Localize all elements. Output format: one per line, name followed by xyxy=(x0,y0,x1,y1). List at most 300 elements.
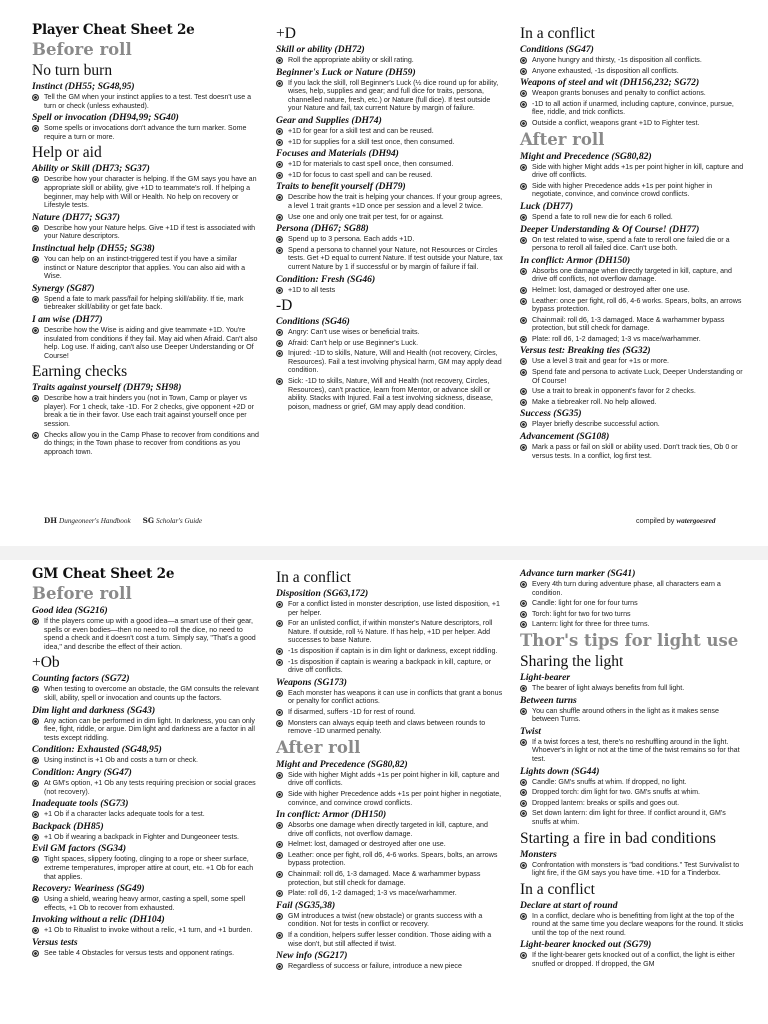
item-text: Anyone hungry and thirsty, -1s disposition all conflicts. xyxy=(532,56,702,64)
bullet-icon xyxy=(276,841,283,848)
bullet-icon xyxy=(276,329,283,336)
bullet-icon xyxy=(520,581,527,588)
list-item xyxy=(32,617,260,651)
item-text: If the players come up with a good idea—a smart use of their gear, spells or even bodies—then no need to roll the dice, no need to spend a check and it doesn't cost a turn. Simply say, "That's a good idea," and describe the effect of their action. xyxy=(44,617,256,651)
item-text: For an unlisted conflict, if within monster's Nature descriptors, roll Nature. If outside, roll ½ Nature. If has help, +1D per helper. Add successes to base Nature. xyxy=(288,619,493,645)
subsection-heading: In a conflict xyxy=(276,569,351,586)
item-text: Side with higher Might adds +1s per point higher in kill, capture and drive off conflicts. xyxy=(532,162,744,180)
bullet-icon xyxy=(32,94,39,101)
rule-heading: Traits to benefit yourself (DH79) xyxy=(276,181,406,193)
bullet-icon xyxy=(520,913,527,920)
section-heading: Before roll xyxy=(32,40,132,59)
item-text: Helmet: lost, damaged or destroyed after one use. xyxy=(532,285,690,294)
section-heading: Thor's tips for light use xyxy=(520,630,739,650)
bullet-list xyxy=(32,756,260,765)
bullet-list xyxy=(276,600,504,675)
bullet-icon xyxy=(520,68,527,75)
column-2 xyxy=(276,566,504,973)
rule-heading: Versus tests xyxy=(32,936,78,948)
rule-heading: Backpack (DH85) xyxy=(32,820,104,832)
rule-heading: Skill or ability (DH72) xyxy=(276,44,365,55)
item-text: +1D for materials to cast spell once, then consumed. xyxy=(288,160,454,169)
rule-heading: Declare at start of round xyxy=(520,899,618,911)
item-text: Absorbs one damage when directly targeted in kill, capture, and drive off conflicts, not overflow damage. xyxy=(532,266,732,284)
item-text: If you lack the skill, roll Beginner's Luck (½ dice round up for ability, wises, help, supplies and gear; and full dice for traits, persona, channelled nature, fresh, etc.) or Nature (full dice). If test outside your Nature and fail, tax current Nature by margin of failure. xyxy=(288,78,499,113)
list-item xyxy=(276,619,504,645)
bullet-icon xyxy=(520,388,527,395)
list-item xyxy=(520,163,745,180)
bullet-icon xyxy=(32,718,39,725)
rule-heading: Success (SG35) xyxy=(520,408,582,420)
legend-abbr: DH xyxy=(44,516,58,525)
item-text: Plate: roll d6, 1-2 damaged; 1-3 vs mace/warhammer. xyxy=(532,334,701,343)
item-text: Angry: Can't use wises or beneficial traits. xyxy=(288,328,420,337)
item-text: Plate: roll d6, 1-2 damaged; 1-3 vs mace/warhammer. xyxy=(288,889,457,898)
column-1 xyxy=(32,22,260,458)
item-text: Weapon grants bonuses and penalty to conflict actions. xyxy=(532,89,706,98)
item-text: Confrontation with monsters is "bad conditions." Test Survivalist to light fire, if the GM says you have time. +1D for a Tinderbox. xyxy=(532,860,740,878)
rule-heading: Fail (SG35,38) xyxy=(276,899,336,911)
rule-heading: Spell or invocation (DH94,99; SG40) xyxy=(32,112,179,124)
rule-heading: Condition: Fresh (SG46) xyxy=(276,273,376,285)
list-item xyxy=(32,175,260,209)
list-item xyxy=(520,67,745,76)
rule-heading: Advance turn marker (SG41) xyxy=(520,568,636,579)
bullet-list xyxy=(32,617,260,651)
bullet-icon xyxy=(520,120,527,127)
item-text: You can shuffle around others in the light as it makes sense between Turns. xyxy=(532,706,719,724)
item-text: Spend a fate to roll new die for each 6 rolled. xyxy=(532,212,673,221)
bullet-list xyxy=(32,949,260,958)
bullet-list xyxy=(520,213,745,222)
list-item xyxy=(520,236,745,253)
rule-heading: Persona (DH67; SG88) xyxy=(276,223,369,235)
column-3 xyxy=(520,566,745,971)
bullet-list xyxy=(32,255,260,281)
bullet-icon xyxy=(520,298,527,305)
bullet-icon xyxy=(32,757,39,764)
bullet-icon xyxy=(520,336,527,343)
bullet-list xyxy=(276,79,504,113)
sheet-title: Player Cheat Sheet 2e xyxy=(32,22,195,38)
list-item xyxy=(520,610,745,619)
list-item xyxy=(32,224,260,241)
item-text: -1D to all action if unarmed, including capture, convince, pursue, flee, riddle, and trick conflicts. xyxy=(532,99,734,117)
item-text: Roll the appropriate ability or skill rating. xyxy=(288,56,414,64)
item-text: Afraid: Can't help or use Beginner's Luck. xyxy=(288,338,419,347)
rule-heading: Conditions (SG47) xyxy=(520,44,594,55)
bullet-icon xyxy=(520,317,527,324)
bullet-icon xyxy=(32,225,39,232)
bullet-list xyxy=(520,56,745,75)
bullet-icon xyxy=(520,779,527,786)
rule-heading: Condition: Exhausted (SG48,95) xyxy=(32,744,162,756)
subsection-heading: Starting a fire in bad conditions xyxy=(520,829,716,847)
item-text: Spend up to 3 persona. Each adds +1D. xyxy=(288,235,415,244)
item-text: Use one and only one trait per test, for or against. xyxy=(288,212,444,221)
item-text: Absorbs one damage when directly targeted in kill, capture, and drive off conflicts, not overflow damage. xyxy=(288,821,488,838)
rule-heading: Deeper Understanding & Of Course! (DH77) xyxy=(520,223,700,235)
bullet-list xyxy=(276,771,504,807)
bullet-list xyxy=(32,779,260,796)
bullet-icon xyxy=(32,432,39,439)
list-item xyxy=(520,297,745,314)
bullet-icon xyxy=(276,620,283,627)
item-text: Lantern: light for three for three turns. xyxy=(532,620,650,629)
bullet-list xyxy=(276,56,504,65)
bullet-list xyxy=(276,127,504,146)
bullet-icon xyxy=(520,358,527,365)
bullet-icon xyxy=(32,327,39,334)
subsection-heading: In a conflict xyxy=(520,880,595,898)
bullet-icon xyxy=(276,822,283,829)
bullet-list xyxy=(32,295,260,312)
bullet-list xyxy=(520,89,745,127)
bullet-icon xyxy=(276,932,283,939)
list-item xyxy=(32,93,260,110)
item-text: On test related to wise, spend a fate to reroll one failed die or a persona to reroll all failed dice. Can't use both. xyxy=(532,235,730,253)
bullet-list xyxy=(276,962,504,971)
bullet-icon xyxy=(32,296,39,303)
bullet-icon xyxy=(276,378,283,385)
bullet-icon xyxy=(520,164,527,171)
bullet-list xyxy=(32,326,260,360)
subsection-heading: No turn burn xyxy=(32,62,113,79)
item-text: +1D to all tests xyxy=(288,285,336,294)
bullet-icon xyxy=(520,57,527,64)
bullet-list xyxy=(520,420,745,429)
item-text: If a condition, helpers suffer lesser condition. Those aiding with a wise don't, but still affected if twist. xyxy=(288,931,492,948)
list-item xyxy=(32,895,260,912)
bullet-icon xyxy=(520,287,527,294)
item-text: Injured: -1D to skills, Nature, Will and Health (not recovery, Circles, Resources). Fail a test involving physical harm, GM may apply dead condition. xyxy=(288,349,502,375)
bullet-icon xyxy=(520,739,527,746)
list-item xyxy=(520,707,745,724)
rule-heading: Invoking without a relic (DH104) xyxy=(32,914,165,926)
item-text: Checks allow you in the Camp Phase to recover from conditions and do things; in the Town phase to recover from conditions as you approach town. xyxy=(44,430,259,456)
item-text: Dropped lantern: breaks or spills and goes out. xyxy=(532,798,680,807)
bullet-icon xyxy=(520,789,527,796)
bullet-icon xyxy=(32,927,39,934)
bullet-icon xyxy=(520,214,527,221)
list-item xyxy=(520,119,745,128)
bullet-icon xyxy=(276,648,283,655)
rule-heading: New info (SG217) xyxy=(276,950,348,962)
rule-heading: Versus test: Breaking ties (SG32) xyxy=(520,345,651,357)
rule-heading: Evil GM factors (SG34) xyxy=(32,843,127,855)
bullet-icon xyxy=(520,399,527,406)
item-text: Torch: light for two for two turns xyxy=(532,609,631,618)
list-item xyxy=(276,689,504,706)
rule-heading: Advancement (SG108) xyxy=(520,431,610,443)
rule-heading: I am wise (DH77) xyxy=(32,313,103,325)
list-item xyxy=(276,851,504,868)
bullet-icon xyxy=(32,125,39,132)
bullet-list xyxy=(32,926,260,935)
gm-cheat-sheet-page xyxy=(0,560,768,1024)
item-text: Mark a pass or fail on skill or ability used. Don't track ties, Ob 0 or versus tests. In a conflict, log first test. xyxy=(532,443,738,460)
rule-heading: In conflict: Armor (DH150) xyxy=(276,809,387,821)
list-item xyxy=(520,387,745,396)
rule-heading: Condition: Angry (SG47) xyxy=(32,766,132,778)
item-text: GM introduces a twist (new obstacle) or grants success with a condition. Not for tests in conflict or recovery. xyxy=(288,911,483,929)
bullet-list xyxy=(276,328,504,411)
item-text: You can help on an instinct-triggered test if you have a similar instinct or Nature descriptor that applies. You can also aid with a Wise. xyxy=(44,254,246,281)
list-item xyxy=(520,357,745,366)
section-heading: After roll xyxy=(520,129,605,149)
legend-name: Dungeoneer's Handbook xyxy=(59,517,131,525)
item-text: Dropped torch: dim light for two. GM's snuffs at whim. xyxy=(532,788,700,797)
rule-heading: Focuses and Materials (DH94) xyxy=(276,148,399,160)
bullet-icon xyxy=(520,952,527,959)
item-text: +1 Ob if wearing a backpack in Fighter and Dungeoneer tests. xyxy=(44,832,239,841)
bullet-list xyxy=(520,912,745,938)
list-item xyxy=(32,810,260,819)
item-text: Using a shield, wearing heavy armor, casting a spell, some spell effects, +1 Ob to recover from exhausted. xyxy=(44,895,246,912)
bullet-list xyxy=(32,224,260,241)
rule-heading: Might and Precedence (SG80,82) xyxy=(276,758,408,770)
bullet-icon xyxy=(32,950,39,957)
bullet-icon xyxy=(276,57,283,64)
rule-heading: Good idea (SG216) xyxy=(32,605,108,616)
rule-heading: Synergy (SG87) xyxy=(32,282,95,294)
bullet-icon xyxy=(276,913,283,920)
list-item xyxy=(520,951,745,968)
item-text: Using instinct is +1 Ob and costs a turn or check. xyxy=(44,756,198,765)
list-item xyxy=(276,889,504,898)
bullet-icon xyxy=(520,90,527,97)
legend-abbr: SG xyxy=(142,516,154,525)
bullet-icon xyxy=(276,128,283,135)
item-text: Some spells or invocations don't advance the turn marker. Some require a turn or more. xyxy=(44,124,247,141)
item-text: The bearer of light always benefits from full light. xyxy=(532,683,685,692)
bullet-icon xyxy=(276,690,283,697)
item-text: For a conflict listed in monster description, use listed disposition, +1 per helper. xyxy=(288,600,500,617)
item-text: Regardless of success or failure, introduce a new piece xyxy=(288,962,462,971)
bullet-list xyxy=(276,193,504,221)
rule-heading: Lights down (SG44) xyxy=(520,765,600,777)
item-text: +1D for supplies for a skill test once, then consumed. xyxy=(288,137,455,146)
bullet-list xyxy=(276,912,504,948)
bullet-icon xyxy=(32,395,39,402)
rule-heading: Weapons (SG173) xyxy=(276,676,347,688)
bullet-list xyxy=(32,833,260,842)
list-item xyxy=(520,182,745,199)
list-item xyxy=(520,443,745,460)
bullet-icon xyxy=(32,176,39,183)
bullet-list xyxy=(32,717,260,743)
bullet-icon xyxy=(276,340,283,347)
footer-legend xyxy=(44,516,202,525)
list-item xyxy=(276,339,504,348)
page-separator xyxy=(0,546,768,560)
item-text: Anyone exhausted, -1s disposition all conflicts. xyxy=(532,66,679,75)
list-item xyxy=(276,171,504,180)
list-item xyxy=(276,56,504,65)
bullet-icon xyxy=(276,890,283,897)
list-item xyxy=(520,286,745,295)
rule-heading: Conditions (SG46) xyxy=(276,316,350,328)
list-item xyxy=(32,295,260,312)
section-heading: Before roll xyxy=(32,584,132,603)
item-text: If disarmed, suffers -1D for rest of round. xyxy=(288,707,416,716)
bullet-list xyxy=(520,778,745,827)
item-text: Side with higher Precedence adds +1s per point higher in negotiate, convince, and convince crowd conflicts. xyxy=(532,181,713,199)
item-text: Spend a fate to mark pass/fail for helping skill/ability. If tie, mark tiebreaker skill/ability or get fate back. xyxy=(44,294,244,312)
rule-heading: Instinctual help (DH55; SG38) xyxy=(32,242,155,254)
bullet-list xyxy=(520,357,745,406)
item-text: Tell the GM when your instinct applies to a test. Test doesn't use a turn or check (unless exhausted). xyxy=(44,93,252,110)
list-item xyxy=(32,855,260,881)
list-item xyxy=(32,926,260,935)
bullet-list xyxy=(520,951,745,968)
list-item xyxy=(520,799,745,808)
bullet-list xyxy=(276,160,504,179)
list-item xyxy=(276,127,504,136)
list-item xyxy=(276,138,504,147)
list-item xyxy=(520,316,745,333)
list-item xyxy=(32,833,260,842)
list-item xyxy=(520,861,745,878)
bullet-list xyxy=(520,443,745,460)
list-item xyxy=(276,246,504,272)
bullet-list xyxy=(520,267,745,344)
legend-name: Scholar's Guide xyxy=(155,517,203,525)
bullet-icon xyxy=(32,256,39,263)
bullet-icon xyxy=(32,834,39,841)
bullet-icon xyxy=(520,708,527,715)
bullet-icon xyxy=(276,709,283,716)
bullet-icon xyxy=(276,161,283,168)
subsection-heading: +D xyxy=(276,25,296,42)
list-item xyxy=(520,420,745,429)
list-item xyxy=(276,600,504,617)
bullet-list xyxy=(32,895,260,912)
bullet-icon xyxy=(276,80,283,87)
rule-heading: Ability or Skill (DH73; SG37) xyxy=(32,163,150,175)
list-item xyxy=(520,56,745,65)
item-text: Chainmail: roll d6, 1-3 damaged. Mace & warhammer bypass protection, but still check for damage. xyxy=(532,315,725,333)
rule-heading: Luck (DH77) xyxy=(520,200,574,212)
list-item xyxy=(32,756,260,765)
bullet-list xyxy=(32,394,260,456)
item-text: Sick: -1D to skills, Nature, Will and Health (not recovery, Circles, Resources), can't practice, learn from Mentor, or advance skill or ability. Stacks with Injured. Fail a test involving sickness, disease, poison, madness or grief, GM may apply dead condition. xyxy=(288,377,493,411)
bullet-icon xyxy=(276,601,283,608)
bullet-icon xyxy=(520,611,527,618)
rule-heading: Inadequate tools (SG73) xyxy=(32,798,129,810)
list-item xyxy=(520,267,745,284)
bullet-icon xyxy=(520,810,527,817)
item-text: Set down lantern: dim light for three. If conflict around it, GM's snuffs at whim. xyxy=(532,809,726,826)
bullet-icon xyxy=(32,896,39,903)
rule-heading: Beginner's Luck or Nature (DH59) xyxy=(276,66,416,78)
rule-heading: Twist xyxy=(520,725,541,737)
bullet-icon xyxy=(520,369,527,376)
item-text: Spend fate and persona to activate Luck, Deeper Understanding or Of Course! xyxy=(532,368,743,385)
footer-credit xyxy=(636,516,716,525)
bullet-list xyxy=(276,286,504,295)
bullet-icon xyxy=(520,800,527,807)
rule-heading: Instinct (DH55; SG48,95) xyxy=(32,81,135,92)
list-item xyxy=(32,326,260,360)
item-text: Every 4th turn during adventure phase, all characters earn a condition. xyxy=(532,580,721,597)
list-item xyxy=(520,788,745,797)
bullet-list xyxy=(520,861,745,878)
rule-heading: Recovery: Weariness (SG49) xyxy=(32,883,145,895)
list-item xyxy=(520,738,745,764)
bullet-icon xyxy=(32,780,39,787)
bullet-icon xyxy=(276,194,283,201)
list-item xyxy=(276,708,504,717)
list-item xyxy=(276,870,504,887)
item-text: Use a level 3 trait and gear for +1s or more. xyxy=(532,357,670,366)
list-item xyxy=(32,431,260,457)
list-item xyxy=(276,160,504,169)
item-text: Monsters can always equip teeth and claws between rounds to remove -1D unarmed penalty. xyxy=(288,718,486,736)
subsection-heading: In a conflict xyxy=(520,25,595,42)
item-text: +1D for focus to cast spell and can be reused. xyxy=(288,170,433,179)
item-text: -1s disposition if captain is wearing a backpack in kill, capture, or drive off conflicts. xyxy=(288,657,492,675)
bullet-list xyxy=(32,175,260,209)
bullet-icon xyxy=(32,856,39,863)
item-text: +1 Ob to Ritualist to invoke without a relic, +1 turn, and +1 burden. xyxy=(44,926,253,935)
subsection-heading: +Ob xyxy=(32,654,60,672)
credit-prefix: compiled by xyxy=(636,516,675,525)
bullet-icon xyxy=(520,862,527,869)
list-item xyxy=(32,685,260,702)
list-item xyxy=(276,349,504,375)
list-item xyxy=(32,124,260,141)
bullet-list xyxy=(276,689,504,736)
list-item xyxy=(276,647,504,656)
list-item xyxy=(520,912,745,938)
list-item xyxy=(520,398,745,407)
item-text: Describe how your Nature helps. Give +1D if test is associated with your Nature descriptors. xyxy=(44,223,256,241)
item-text: Candle: GM's snuffs at whim. If dropped, no light. xyxy=(532,777,687,786)
item-text: Use a trait to break in opponent's favor for 2 checks. xyxy=(532,387,696,396)
item-text: When testing to overcome an obstacle, the GM consults the relevant skill, ability, spell or invocation and counts up the factors. xyxy=(44,685,259,702)
column-2 xyxy=(276,22,504,413)
bullet-icon xyxy=(276,659,283,666)
list-item xyxy=(520,213,745,222)
list-item xyxy=(276,912,504,929)
list-item xyxy=(276,213,504,222)
list-item xyxy=(520,809,745,826)
bullet-icon xyxy=(520,237,527,244)
item-text: Any action can be performed in dim light. In darkness, you can only flee, fight, riddle, or argue. Dim light and darkness are a factor in all tests except riddling. xyxy=(44,716,255,742)
item-text: +1D for gear for a skill test and can be reused. xyxy=(288,126,434,135)
item-text: See table 4 Obstacles for versus tests and opponent ratings. xyxy=(44,948,235,957)
list-item xyxy=(276,193,504,210)
list-item xyxy=(32,717,260,743)
bullet-list xyxy=(32,810,260,819)
rule-heading: Light-bearer knocked out (SG79) xyxy=(520,939,652,951)
item-text: -1s disposition if captain is in dim light or darkness, except riddling. xyxy=(288,646,498,655)
bullet-icon xyxy=(276,871,283,878)
item-text: Tight spaces, slippery footing, clinging to a rope or sheer surface, extreme temperatures, improper attire at court, etc. +1 Ob for each that applies. xyxy=(44,855,254,881)
list-item xyxy=(276,771,504,788)
bullet-icon xyxy=(520,183,527,190)
list-item xyxy=(276,235,504,244)
item-text: Player briefly describe successful action. xyxy=(532,420,660,429)
list-item xyxy=(520,580,745,597)
list-item xyxy=(520,684,745,693)
bullet-icon xyxy=(276,852,283,859)
bullet-icon xyxy=(520,444,527,451)
bullet-icon xyxy=(276,236,283,243)
list-item xyxy=(32,394,260,428)
sheet-title: GM Cheat Sheet 2e xyxy=(32,566,175,582)
